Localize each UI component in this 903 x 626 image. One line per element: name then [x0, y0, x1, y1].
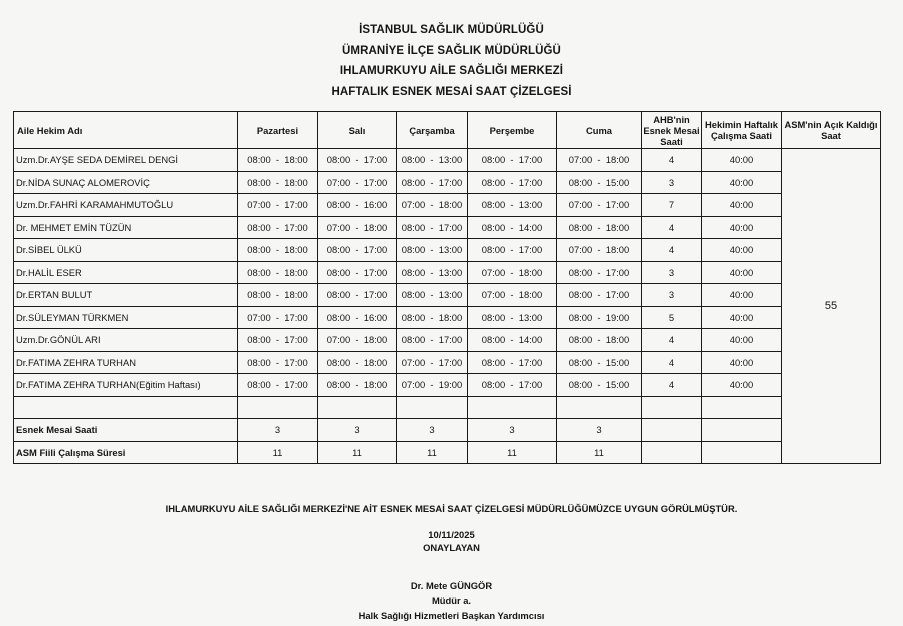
table-row: [14, 261, 881, 284]
shift-wed: 07:00 - 17:00: [397, 351, 468, 374]
flex-hours: 7: [642, 194, 702, 217]
shift-fri: 08:00 - 15:00: [557, 374, 642, 397]
empty-cell: [642, 396, 702, 419]
shift-thu: 08:00 - 17:00: [468, 351, 557, 374]
approved-by-label: ONAYLAYAN: [423, 542, 480, 553]
shift-thu: 07:00 - 18:00: [468, 261, 557, 284]
shift-thu: 08:00 - 14:00: [468, 216, 557, 239]
shift-tue: 07:00 - 18:00: [318, 329, 397, 352]
flex-hours: 4: [642, 149, 702, 172]
shift-fri: 07:00 - 17:00: [557, 194, 642, 217]
shift-wed: 07:00 - 18:00: [397, 194, 468, 217]
flex-hours: 3: [642, 261, 702, 284]
header-friday: Cuma: [557, 112, 642, 149]
empty-cell: [702, 441, 782, 464]
empty-cell: [702, 419, 782, 442]
table-row: [14, 239, 881, 262]
header-row: [14, 112, 881, 149]
shift-thu: 08:00 - 17:00: [468, 171, 557, 194]
weekly-hours: 40:00: [702, 149, 782, 172]
empty-cell: [397, 396, 468, 419]
title-schedule: HAFTALIK ESNEK MESAİ SAAT ÇİZELGESİ: [331, 85, 572, 98]
doctor-name: Dr.SÜLEYMAN TÜRKMEN: [14, 306, 238, 329]
shift-fri: 08:00 - 18:00: [557, 216, 642, 239]
weekly-hours: 40:00: [702, 239, 782, 262]
shift-thu: 08:00 - 13:00: [468, 194, 557, 217]
shift-mon: 08:00 - 17:00: [238, 374, 318, 397]
schedule-body: [14, 149, 881, 464]
shift-mon: 07:00 - 17:00: [238, 306, 318, 329]
empty-cell: [642, 419, 702, 442]
doctor-name: Dr.ERTAN BULUT: [14, 284, 238, 307]
header-tuesday: Salı: [318, 112, 397, 149]
header-doctor-name: Aile Hekim Adı: [14, 112, 238, 149]
weekly-hours: 40:00: [702, 329, 782, 352]
signature-block: [0, 578, 903, 623]
shift-tue: 08:00 - 16:00: [318, 306, 397, 329]
shift-fri: 08:00 - 15:00: [557, 351, 642, 374]
table-row: [14, 374, 881, 397]
empty-cell: [318, 396, 397, 419]
shift-fri: 08:00 - 17:00: [557, 284, 642, 307]
shift-mon: 08:00 - 17:00: [238, 351, 318, 374]
asm-open-hours: 55: [782, 149, 881, 464]
shift-wed: 08:00 - 13:00: [397, 149, 468, 172]
shift-thu: 08:00 - 17:00: [468, 374, 557, 397]
header-monday: Pazartesi: [238, 112, 318, 149]
summary-wed: 11: [397, 441, 468, 464]
summary-tue: 3: [318, 419, 397, 442]
signer-title: Halk Sağlığı Hizmetleri Başkan Yardımcısı: [358, 610, 545, 621]
flex-hours: 4: [642, 239, 702, 262]
shift-wed: 08:00 - 17:00: [397, 329, 468, 352]
flex-hours: 5: [642, 306, 702, 329]
shift-mon: 08:00 - 18:00: [238, 239, 318, 262]
table-row: [14, 329, 881, 352]
shift-thu: 08:00 - 13:00: [468, 306, 557, 329]
summary-thu: 3: [468, 419, 557, 442]
shift-mon: 08:00 - 18:00: [238, 171, 318, 194]
shift-thu: 08:00 - 14:00: [468, 329, 557, 352]
empty-cell: [238, 396, 318, 419]
shift-wed: 08:00 - 13:00: [397, 239, 468, 262]
doctor-name: Dr. MEHMET EMİN TÜZÜN: [14, 216, 238, 239]
empty-cell: [702, 396, 782, 419]
summary-thu: 11: [468, 441, 557, 464]
empty-cell: [642, 441, 702, 464]
title-district-directorate: ÜMRANİYE İLÇE SAĞLIK MÜDÜRLÜĞÜ: [342, 44, 561, 57]
shift-mon: 07:00 - 17:00: [238, 194, 318, 217]
approval-block: [0, 528, 903, 554]
shift-fri: 08:00 - 15:00: [557, 171, 642, 194]
weekly-hours: 40:00: [702, 171, 782, 194]
doctor-name: Dr.NİDA SUNAÇ ALOMEROVİÇ: [14, 171, 238, 194]
empty-row: [14, 396, 881, 419]
flex-hours: 4: [642, 374, 702, 397]
shift-fri: 07:00 - 18:00: [557, 239, 642, 262]
shift-wed: 08:00 - 17:00: [397, 216, 468, 239]
weekly-hours: 40:00: [702, 351, 782, 374]
shift-tue: 08:00 - 16:00: [318, 194, 397, 217]
header-asm-open-hours: ASM'nin Açık Kaldığı Saat: [782, 112, 881, 149]
title-province-directorate: İSTANBUL SAĞLIK MÜDÜRLÜĞÜ: [359, 24, 544, 36]
summary-mon: 3: [238, 419, 318, 442]
doctor-name: Dr.SİBEL ÜLKÜ: [14, 239, 238, 262]
weekly-hours: 40:00: [702, 194, 782, 217]
empty-cell: [557, 396, 642, 419]
shift-mon: 08:00 - 18:00: [238, 284, 318, 307]
shift-mon: 08:00 - 18:00: [238, 149, 318, 172]
shift-thu: 08:00 - 17:00: [468, 149, 557, 172]
shift-tue: 07:00 - 17:00: [318, 171, 397, 194]
header-flex-hours: AHB'nin Esnek Mesai Saati: [643, 113, 700, 147]
summary-wed: 3: [397, 419, 468, 442]
title-health-center: IHLAMURKUYU AİLE SAĞLIĞI MERKEZİ: [339, 65, 564, 77]
weekly-hours: 40:00: [702, 374, 782, 397]
header-weekly-hours: Hekimin Haftalık Çalışma Saati: [702, 112, 782, 149]
flex-hours: 4: [642, 216, 702, 239]
shift-fri: 08:00 - 18:00: [557, 329, 642, 352]
doctor-name: Uzm.Dr.FAHRİ KARAMAHMUTOĞLU: [14, 194, 238, 217]
doctor-name: Dr.FATIMA ZEHRA TURHAN: [14, 351, 238, 374]
shift-fri: 08:00 - 17:00: [557, 261, 642, 284]
table-row: [14, 216, 881, 239]
table-row: [14, 351, 881, 374]
signer-name: Dr. Mete GÜNGÖR: [410, 580, 493, 591]
shift-tue: 07:00 - 18:00: [318, 216, 397, 239]
summary-mon: 11: [238, 441, 318, 464]
shift-thu: 07:00 - 18:00: [468, 284, 557, 307]
shift-mon: 08:00 - 18:00: [238, 261, 318, 284]
header-wednesday: Çarşamba: [397, 112, 468, 149]
shift-tue: 08:00 - 18:00: [318, 351, 397, 374]
summary-fri: 3: [557, 419, 642, 442]
flex-hours: 3: [642, 171, 702, 194]
summary-row: [14, 441, 881, 464]
doctor-name: Dr.FATIMA ZEHRA TURHAN(Eğitim Haftası): [14, 374, 238, 397]
schedule-table: [13, 111, 881, 464]
shift-wed: 08:00 - 17:00: [397, 171, 468, 194]
shift-tue: 08:00 - 17:00: [318, 261, 397, 284]
approval-date: 10/11/2025: [428, 529, 475, 540]
empty-cell: [14, 396, 238, 419]
shift-tue: 08:00 - 18:00: [318, 374, 397, 397]
shift-wed: 08:00 - 18:00: [397, 306, 468, 329]
shift-fri: 07:00 - 18:00: [557, 149, 642, 172]
table-row: [14, 171, 881, 194]
summary-label: ASM Fiili Çalışma Süresi: [14, 441, 238, 464]
shift-tue: 08:00 - 17:00: [318, 284, 397, 307]
shift-mon: 08:00 - 17:00: [238, 216, 318, 239]
summary-fri: 11: [557, 441, 642, 464]
summary-tue: 11: [318, 441, 397, 464]
flex-hours: 4: [642, 329, 702, 352]
doctor-name: Uzm.Dr.GÖNÜL ARI: [14, 329, 238, 352]
flex-hours: 3: [642, 284, 702, 307]
shift-wed: 07:00 - 19:00: [397, 374, 468, 397]
signer-role: Müdür a.: [431, 595, 472, 606]
table-row: [14, 306, 881, 329]
table-row: [14, 194, 881, 217]
approval-statement: IHLAMURKUYU AİLE SAĞLIĞI MERKEZİ'NE AİT ESNEK MESAİ SAAT ÇİZELGESİ MÜDÜRLÜĞÜMÜZCE UYGUN GÖRÜLMÜŞTÜR.: [165, 503, 738, 514]
summary-row: [14, 419, 881, 442]
shift-thu: 08:00 - 17:00: [468, 239, 557, 262]
shift-mon: 08:00 - 17:00: [238, 329, 318, 352]
weekly-hours: 40:00: [702, 261, 782, 284]
summary-label: Esnek Mesai Saati: [14, 419, 238, 442]
empty-cell: [468, 396, 557, 419]
document-titles: [0, 20, 903, 102]
weekly-hours: 40:00: [702, 216, 782, 239]
header-thursday: Perşembe: [468, 112, 557, 149]
shift-wed: 08:00 - 13:00: [397, 284, 468, 307]
table-row: [14, 284, 881, 307]
shift-wed: 08:00 - 13:00: [397, 261, 468, 284]
shift-tue: 08:00 - 17:00: [318, 149, 397, 172]
doctor-name: Dr.HALİL ESER: [14, 261, 238, 284]
weekly-hours: 40:00: [702, 284, 782, 307]
shift-fri: 08:00 - 19:00: [557, 306, 642, 329]
weekly-hours: 40:00: [702, 306, 782, 329]
table-row: [14, 149, 881, 172]
flex-hours: 4: [642, 351, 702, 374]
shift-tue: 08:00 - 17:00: [318, 239, 397, 262]
doctor-name: Uzm.Dr.AYŞE SEDA DEMİREL DENGİ: [14, 149, 238, 172]
